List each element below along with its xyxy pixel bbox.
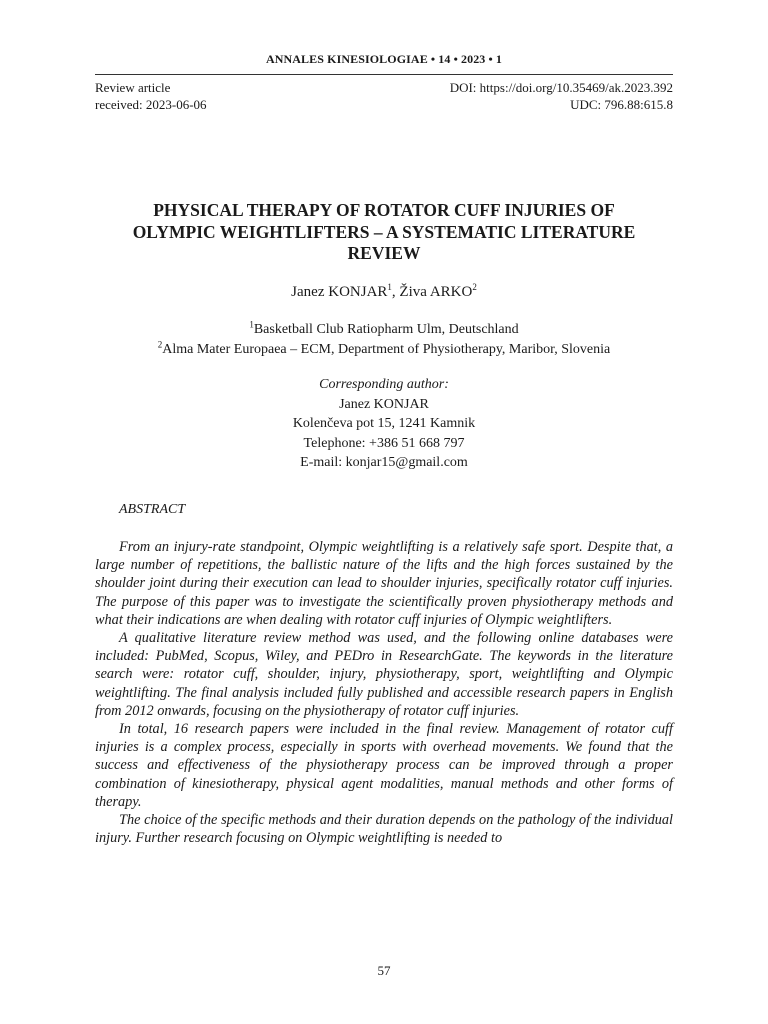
author-list [95, 284, 673, 301]
author-affiliation-mark: 2 [472, 282, 477, 292]
corresponding-address: Kolenčeva pot 15, 1241 Kamnik [292, 416, 476, 431]
journal-running-head: ANNALES KINESIOLOGIAE • 14 • 2023 • 1 [265, 52, 502, 66]
corresponding-author [95, 375, 673, 473]
title-line: REVIEW [347, 243, 421, 263]
author-affiliation-mark: 1 [387, 282, 392, 292]
author-name: Janez KONJAR [291, 284, 388, 300]
article-type: Review article [95, 80, 171, 95]
title-line: OLYMPIC WEIGHTLIFTERS – A SYSTEMATIC LITERATURE [132, 221, 636, 242]
meta-row-2 [95, 96, 673, 113]
affiliation-mark: 1 [249, 319, 254, 330]
title-line: PHYSICAL THERAPY OF ROTATOR CUFF INJURIES OF [153, 200, 615, 220]
received-date: received: 2023-06-06 [95, 97, 207, 112]
page-number: 57 [377, 963, 391, 978]
affiliation-mark: 2 [157, 339, 163, 350]
abstract-paragraph: A qualitative literature review method was used, and the following online databases were included: PubMed, Scopus, Wiley, and PEDro in ResearchGate. The keywords in the literature search were: rotator cuff, shoulder, injury, physiotherapy, sport, weightlifting and Olympic weightlifting. The final analysis included fully published and accessible research papers in English from 2012 onwards, focusing on the physiotherapy of rotator cuff injuries. [95, 630, 673, 719]
header-rule [95, 74, 673, 75]
corresponding-label: Corresponding author: [319, 377, 449, 392]
corresponding-telephone: Telephone: +386 51 668 797 [303, 435, 465, 451]
abstract-paragraph: From an injury-rate standpoint, Olympic weightlifting is a relatively safe sport. Despite that, a large number of repetitions, the ballistic nature of the lifts and the high forces sustained by the shoulder joint during their execution can lead to shoulder injuries, specifically rotator cuff injuries. The purpose of this paper was to investigate the scientifically proven physiotherapy methods and what their indications are when dealing with rotator cuff injuries of Olympic weightlifters. [95, 539, 673, 628]
abstract-paragraph: In total, 16 research papers were included in the final review. Management of rotator cuff injuries is a complex process, especially in sports with overhead movements. We found that the success and effectiveness of the physiotherapy process can be improved through a proper combination of kinesiotherapy, physical agent modalities, manual methods and other forms of therapy. [95, 721, 673, 810]
affiliation [95, 340, 673, 360]
abstract-paragraph: The choice of the specific methods and their duration depends on the pathology of the individual injury. Further research focusing on Olympic weightlifting is needed to [95, 812, 673, 847]
doi-link[interactable]: DOI: https://doi.org/10.35469/ak.2023.392 [449, 80, 673, 95]
affiliation-text: Basketball Club Ratiopharm Ulm, Deutschland [253, 322, 519, 337]
udc-code: UDC: 796.88:615.8 [570, 97, 673, 112]
affiliations [95, 320, 673, 360]
author-name: Živa ARKO [399, 284, 473, 300]
affiliation [95, 320, 673, 340]
corresponding-email[interactable]: E-mail: konjar15@gmail.com [300, 455, 468, 470]
article-meta [95, 79, 673, 113]
article-title [95, 200, 673, 265]
meta-row-1 [95, 79, 673, 96]
affiliation-text: Alma Mater Europaea – ECM, Department of Physiotherapy, Maribor, Slovenia [162, 342, 611, 357]
abstract-body [95, 538, 673, 847]
corresponding-name: Janez KONJAR [339, 396, 429, 412]
author-separator: , [391, 284, 400, 300]
abstract-heading: ABSTRACT [119, 502, 186, 517]
